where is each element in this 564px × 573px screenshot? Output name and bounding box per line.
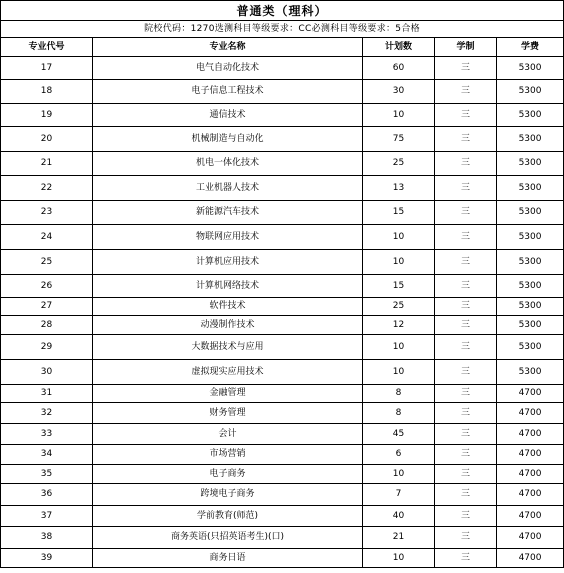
column-header-years: 学制 [435,38,497,57]
cell-plan: 10 [363,549,435,568]
table-row [1,385,564,403]
cell-plan: 15 [363,275,435,298]
cell-fee: 5300 [497,316,564,335]
cell-code: 35 [1,465,93,484]
cell-name: 电子信息工程技术 [93,80,363,104]
cell-plan: 15 [363,201,435,225]
cell-name: 会计 [93,424,363,445]
table-row [1,549,564,568]
cell-fee: 4700 [497,484,564,506]
table-row [1,176,564,201]
table-row [1,152,564,176]
cell-name: 金融管理 [93,385,363,403]
column-header-fee: 学费 [497,38,564,57]
cell-code: 22 [1,176,93,201]
table-row [1,403,564,424]
cell-code: 26 [1,275,93,298]
cell-plan: 21 [363,527,435,549]
column-header-row [1,38,564,57]
cell-plan: 60 [363,57,435,80]
cell-code: 28 [1,316,93,335]
cell-code: 34 [1,445,93,465]
cell-code: 38 [1,527,93,549]
column-header-code: 专业代号 [1,38,93,57]
cell-years: 三 [435,335,497,360]
table-row [1,104,564,127]
table-row [1,360,564,385]
cell-code: 29 [1,335,93,360]
cell-plan: 75 [363,127,435,152]
cell-years: 三 [435,465,497,484]
cell-plan: 10 [363,225,435,250]
cell-name: 机电一体化技术 [93,152,363,176]
cell-code: 17 [1,57,93,80]
column-header-plan: 计划数 [363,38,435,57]
cell-name: 财务管理 [93,403,363,424]
cell-years: 三 [435,176,497,201]
cell-name: 虚拟现实应用技术 [93,360,363,385]
cell-code: 19 [1,104,93,127]
cell-plan: 10 [363,104,435,127]
cell-fee: 4700 [497,403,564,424]
cell-fee: 5300 [497,80,564,104]
cell-code: 30 [1,360,93,385]
cell-code: 18 [1,80,93,104]
cell-code: 24 [1,225,93,250]
cell-years: 三 [435,275,497,298]
cell-years: 三 [435,250,497,275]
cell-fee: 4700 [497,549,564,568]
cell-fee: 5300 [497,298,564,316]
cell-name: 软件技术 [93,298,363,316]
cell-name: 新能源汽车技术 [93,201,363,225]
table-row [1,57,564,80]
cell-years: 三 [435,104,497,127]
cell-name: 商务日语 [93,549,363,568]
cell-years: 三 [435,403,497,424]
cell-years: 三 [435,152,497,176]
cell-fee: 4700 [497,385,564,403]
cell-plan: 25 [363,152,435,176]
cell-code: 39 [1,549,93,568]
table-row [1,298,564,316]
table-row [1,201,564,225]
cell-name: 市场营销 [93,445,363,465]
cell-plan: 8 [363,385,435,403]
cell-code: 21 [1,152,93,176]
cell-years: 三 [435,225,497,250]
cell-plan: 10 [363,360,435,385]
column-header-name: 专业名称 [93,38,363,57]
cell-plan: 12 [363,316,435,335]
cell-fee: 5300 [497,104,564,127]
cell-name: 学前教育(师范) [93,506,363,527]
cell-name: 通信技术 [93,104,363,127]
cell-name: 机械制造与自动化 [93,127,363,152]
cell-name: 商务英语(只招英语考生)(口) [93,527,363,549]
cell-name: 动漫制作技术 [93,316,363,335]
cell-fee: 4700 [497,506,564,527]
cell-fee: 4700 [497,527,564,549]
cell-fee: 5300 [497,225,564,250]
table-row [1,316,564,335]
cell-years: 三 [435,527,497,549]
table-row [1,127,564,152]
cell-code: 31 [1,385,93,403]
table-row [1,335,564,360]
cell-years: 三 [435,360,497,385]
table-row [1,465,564,484]
requirement-row [1,21,564,38]
table-row [1,527,564,549]
cell-years: 三 [435,549,497,568]
table-row [1,424,564,445]
cell-name: 电子商务 [93,465,363,484]
cell-plan: 13 [363,176,435,201]
cell-plan: 10 [363,335,435,360]
cell-years: 三 [435,506,497,527]
cell-fee: 5300 [497,127,564,152]
cell-fee: 5300 [497,250,564,275]
title-row [1,1,564,21]
cell-plan: 40 [363,506,435,527]
cell-years: 三 [435,424,497,445]
cell-plan: 6 [363,445,435,465]
cell-fee: 4700 [497,424,564,445]
cell-fee: 5300 [497,57,564,80]
cell-code: 32 [1,403,93,424]
cell-name: 电气自动化技术 [93,57,363,80]
cell-code: 33 [1,424,93,445]
table-row [1,225,564,250]
cell-code: 37 [1,506,93,527]
cell-plan: 10 [363,465,435,484]
cell-years: 三 [435,57,497,80]
cell-name: 计算机网络技术 [93,275,363,298]
cell-fee: 5300 [497,360,564,385]
table-body [1,57,564,568]
cell-years: 三 [435,484,497,506]
cell-plan: 30 [363,80,435,104]
requirement-text: 院校代码：1270选测科目等级要求：CC必测科目等级要求：5合格 [1,21,564,38]
cell-plan: 10 [363,250,435,275]
cell-name: 工业机器人技术 [93,176,363,201]
cell-years: 三 [435,127,497,152]
cell-plan: 45 [363,424,435,445]
cell-name: 跨境电子商务 [93,484,363,506]
table-title: 普通类（理科） [1,1,564,21]
table-row [1,80,564,104]
cell-fee: 4700 [497,445,564,465]
table-row [1,445,564,465]
table-row [1,275,564,298]
table-row [1,484,564,506]
cell-code: 20 [1,127,93,152]
cell-fee: 5300 [497,201,564,225]
cell-plan: 25 [363,298,435,316]
cell-name: 大数据技术与应用 [93,335,363,360]
cell-fee: 5300 [497,335,564,360]
cell-fee: 4700 [497,465,564,484]
cell-code: 25 [1,250,93,275]
cell-code: 27 [1,298,93,316]
cell-years: 三 [435,298,497,316]
table-row [1,250,564,275]
cell-fee: 5300 [497,275,564,298]
cell-name: 计算机应用技术 [93,250,363,275]
cell-fee: 5300 [497,176,564,201]
cell-years: 三 [435,445,497,465]
cell-years: 三 [435,385,497,403]
cell-code: 23 [1,201,93,225]
cell-plan: 7 [363,484,435,506]
cell-plan: 8 [363,403,435,424]
cell-years: 三 [435,316,497,335]
table-row [1,506,564,527]
cell-years: 三 [435,201,497,225]
cell-code: 36 [1,484,93,506]
cell-years: 三 [435,80,497,104]
cell-name: 物联网应用技术 [93,225,363,250]
cell-fee: 5300 [497,152,564,176]
